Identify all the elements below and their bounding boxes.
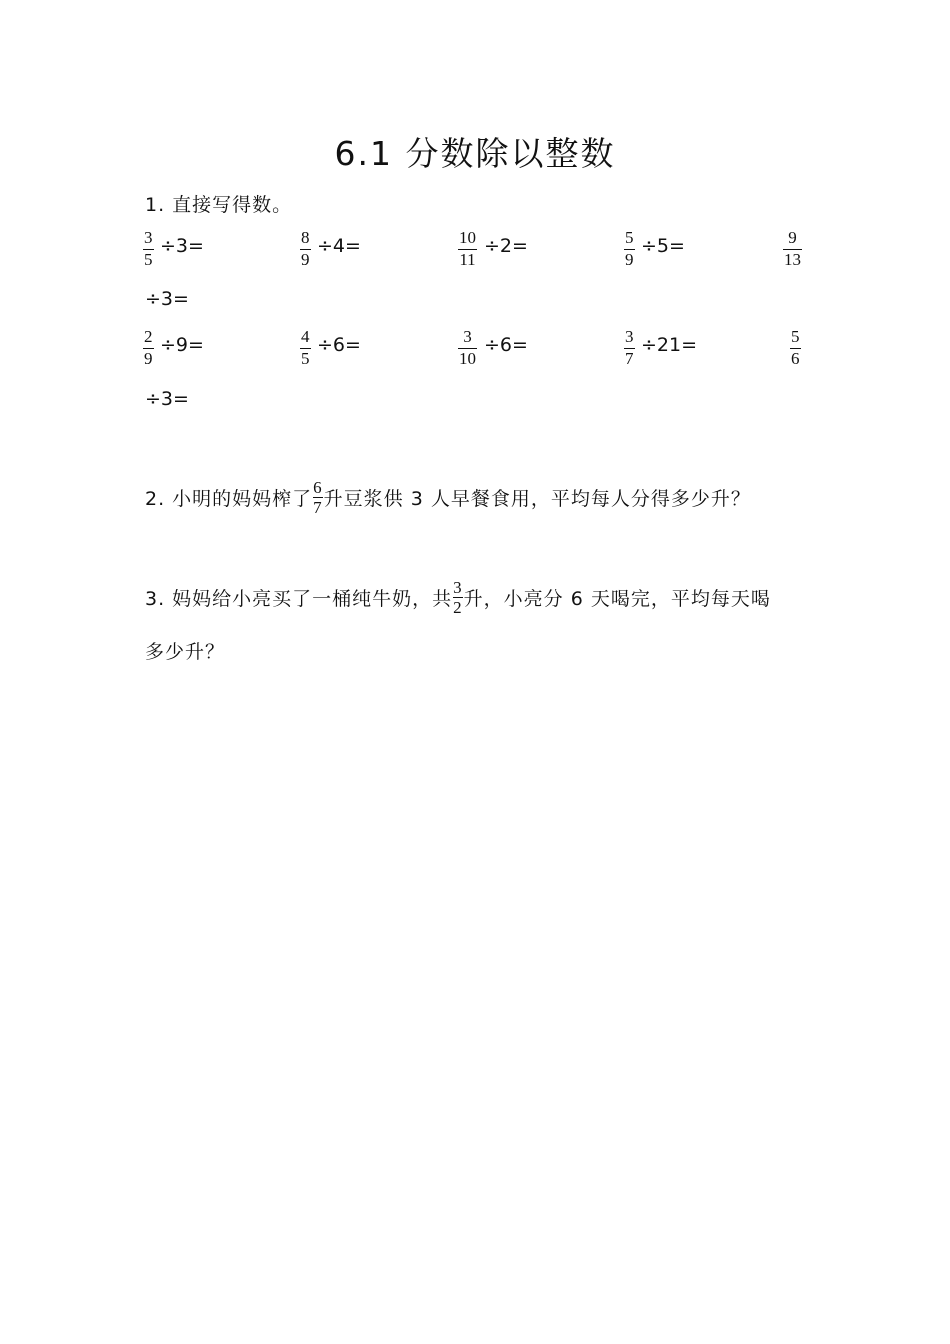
numerator: 3 xyxy=(453,578,463,597)
denominator: 11 xyxy=(459,250,476,269)
denominator: 5 xyxy=(301,349,310,368)
operation: ÷4= xyxy=(317,235,361,257)
denominator: 2 xyxy=(453,598,463,617)
fraction xyxy=(300,327,311,369)
denominator: 9 xyxy=(144,349,153,368)
section-1-heading: 1. 直接写得数。 xyxy=(145,194,293,216)
page-title: 6.1 分数除以整数 xyxy=(334,134,616,173)
fraction xyxy=(300,228,311,270)
operation: ÷6= xyxy=(317,334,361,356)
operation: ÷3= xyxy=(145,288,189,310)
fraction xyxy=(783,228,802,270)
denominator: 7 xyxy=(313,498,323,517)
question-3 xyxy=(145,580,771,619)
question-3-text-start: 3. 妈妈给小亮买了一桶纯牛奶，共 xyxy=(145,588,453,610)
fraction xyxy=(458,327,477,369)
denominator: 13 xyxy=(784,250,801,269)
fraction xyxy=(143,327,154,369)
operation: ÷5= xyxy=(641,235,685,257)
operation: ÷6= xyxy=(484,334,528,356)
question-2-text-start: 2. 小明的妈妈榨了 xyxy=(145,488,313,510)
question-3-line-2: 多少升？ xyxy=(145,641,226,663)
numerator: 3 xyxy=(625,327,634,346)
denominator: 6 xyxy=(791,349,800,368)
question-3-text-end: 升，小亮分 6 天喝完，平均每天喝 xyxy=(463,588,771,610)
denominator: 7 xyxy=(625,349,634,368)
operation: ÷3= xyxy=(145,388,189,410)
numerator: 10 xyxy=(459,228,476,247)
fraction xyxy=(143,228,154,270)
operation: ÷21= xyxy=(641,334,698,356)
numerator: 6 xyxy=(313,478,323,497)
denominator: 10 xyxy=(459,349,476,368)
fraction xyxy=(453,578,463,617)
numerator: 8 xyxy=(301,228,310,247)
fraction xyxy=(624,228,635,270)
fraction xyxy=(790,327,801,369)
numerator: 3 xyxy=(463,327,472,346)
question-2 xyxy=(145,480,751,519)
fraction xyxy=(313,478,323,517)
numerator: 4 xyxy=(301,327,310,346)
operation: ÷9= xyxy=(160,334,204,356)
fraction xyxy=(624,327,635,369)
question-2-text-end: 升豆浆供 3 人早餐食用，平均每人分得多少升？ xyxy=(323,488,751,510)
denominator: 9 xyxy=(301,250,310,269)
denominator: 9 xyxy=(625,250,634,269)
denominator: 5 xyxy=(144,250,153,269)
numerator: 5 xyxy=(625,228,634,247)
numerator: 2 xyxy=(144,327,153,346)
numerator: 5 xyxy=(791,327,800,346)
numerator: 9 xyxy=(788,228,797,247)
operation: ÷2= xyxy=(484,235,528,257)
numerator: 3 xyxy=(144,228,153,247)
fraction xyxy=(458,228,477,270)
operation: ÷3= xyxy=(160,235,204,257)
